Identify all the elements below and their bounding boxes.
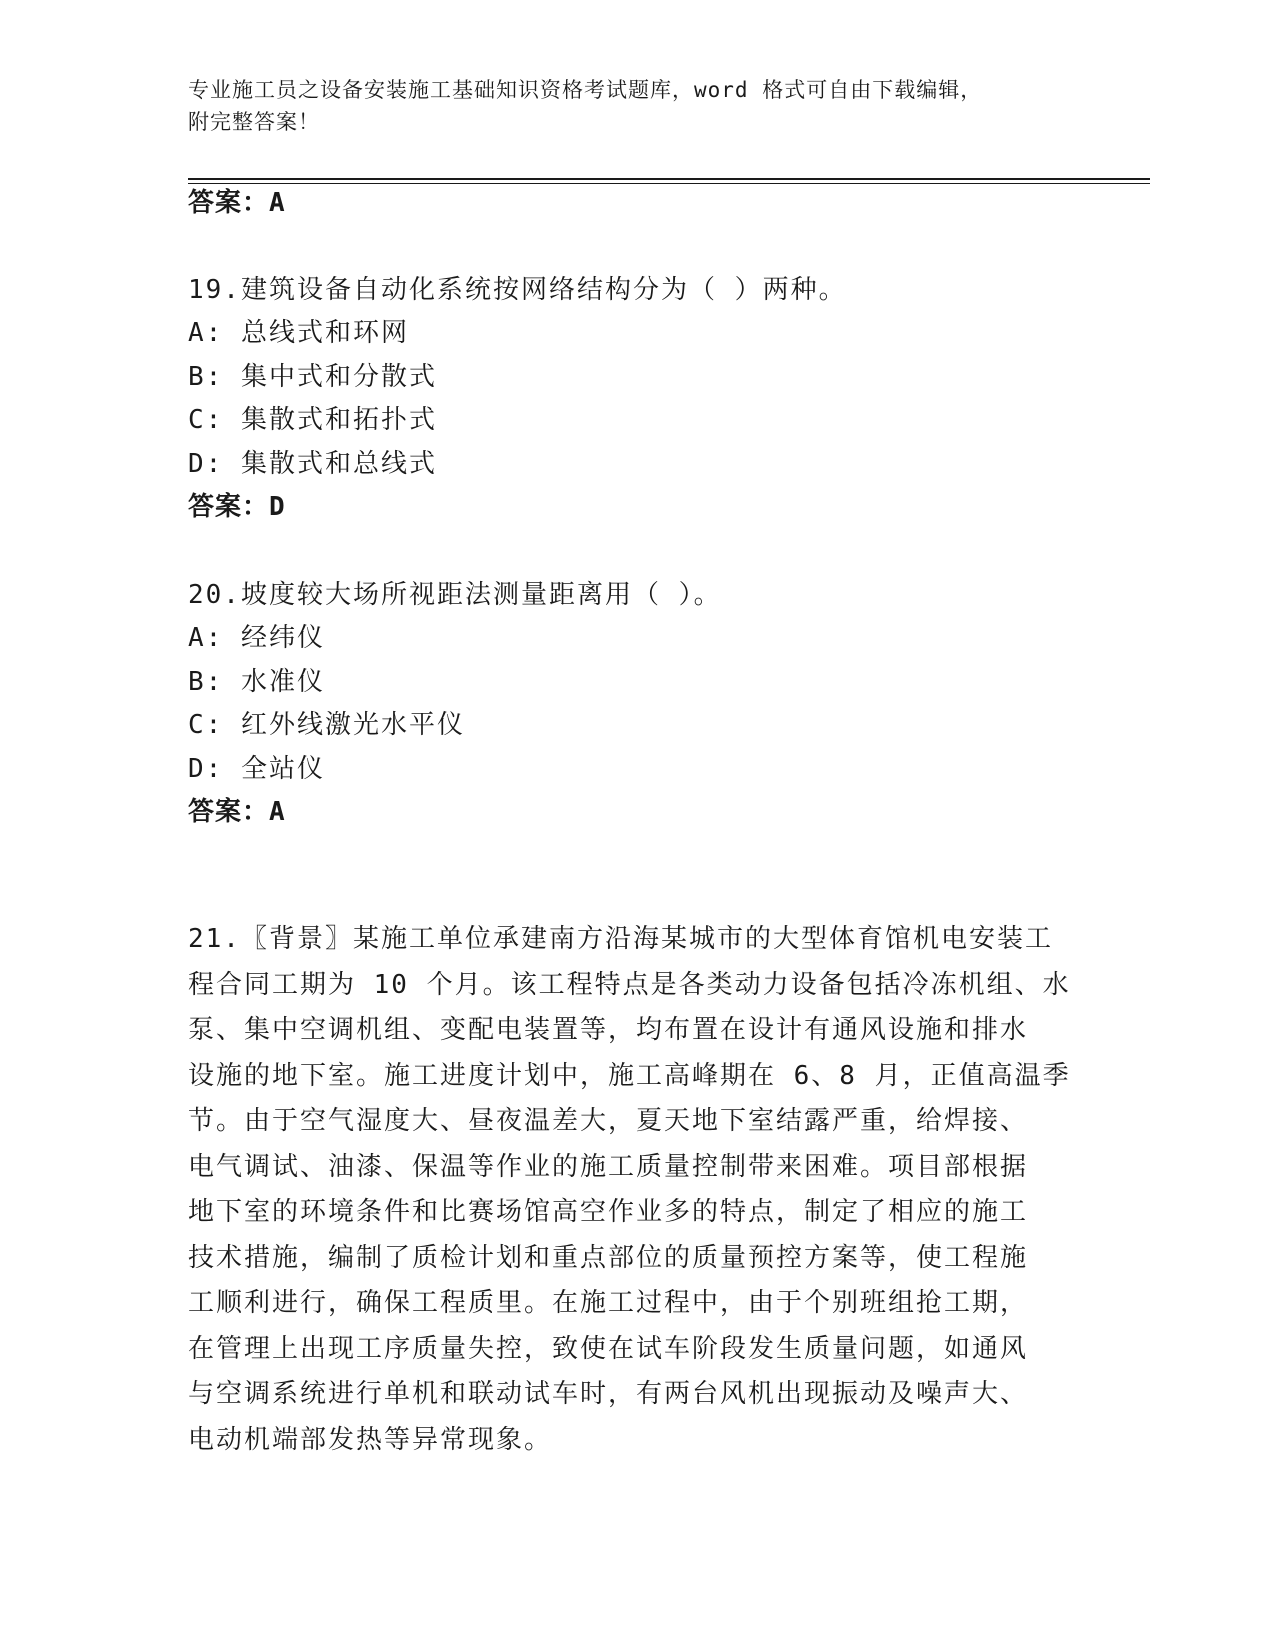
q20-answer: 答案：A [188, 797, 286, 827]
q20-question: 20.坡度较大场所视距法测量距离用（ ）。 [188, 580, 722, 610]
q19-option-a: A: 总线式和环网 [188, 318, 409, 348]
q21-line: 泵、集中空调机组、变配电装置等，均布置在设计有通风设施和排水 [188, 1015, 1029, 1045]
q21-line: 程合同工期为 10 个月。该工程特点是各类动力设备包括冷冻机组、水 [188, 969, 1071, 1000]
q21-line: 地下室的环境条件和比赛场馆高空作业多的特点，制定了相应的施工 [188, 1197, 1029, 1227]
header-line-1: 专业施工员之设备安装施工基础知识资格考试题库，word 格式可自由下载编辑， [188, 78, 983, 102]
q21-line: 21.〖背景〗某施工单位承建南方沿海某城市的大型体育馆机电安装工 [188, 924, 1053, 954]
q20-option-d: D: 全站仪 [188, 754, 325, 784]
q21-line: 工顺利进行，确保工程质里。在施工过程中，由于个别班组抢工期， [188, 1288, 1029, 1318]
q21-line: 在管理上出现工序质量失控，致使在试车阶段发生质量问题，如通风 [188, 1333, 1029, 1364]
q20-option-c: C: 红外线激光水平仪 [188, 710, 465, 740]
q19-answer: 答案：D [188, 492, 286, 522]
q20-option-a: A: 经纬仪 [188, 623, 325, 653]
header-line-2: 附完整答案！ [188, 110, 320, 134]
q21-paragraph [188, 917, 1071, 1463]
q19-question: 19.建筑设备自动化系统按网络结构分为（ ）两种。 [188, 275, 847, 305]
q21-line: 技术措施，编制了质检计划和重点部位的质量预控方案等，使工程施 [188, 1242, 1029, 1273]
q19-option-d: D: 集散式和总线式 [188, 449, 437, 479]
q21-line: 节。由于空气湿度大、昼夜温差大，夏天地下室结露严重，给焊接、 [188, 1106, 1029, 1136]
prev-answer: 答案：A [188, 188, 286, 218]
header-divider-thin [188, 183, 1150, 184]
q21-line: 电动机端部发热等异常现象。 [188, 1424, 553, 1455]
q19-option-b: B: 集中式和分散式 [188, 362, 437, 392]
header-divider-thick [188, 178, 1150, 180]
q21-line: 电气调试、油漆、保温等作业的施工质量控制带来困难。项目部根据 [188, 1151, 1029, 1182]
q21-line: 设施的地下室。施工进度计划中，施工高峰期在 6、8 月，正值高温季 [188, 1060, 1071, 1091]
q19-option-c: C: 集散式和拓扑式 [188, 405, 437, 435]
q20-option-b: B: 水准仪 [188, 667, 325, 697]
q21-line: 与空调系统进行单机和联动试车时，有两台风机出现振动及噪声大、 [188, 1379, 1029, 1409]
document-header [188, 74, 1068, 138]
